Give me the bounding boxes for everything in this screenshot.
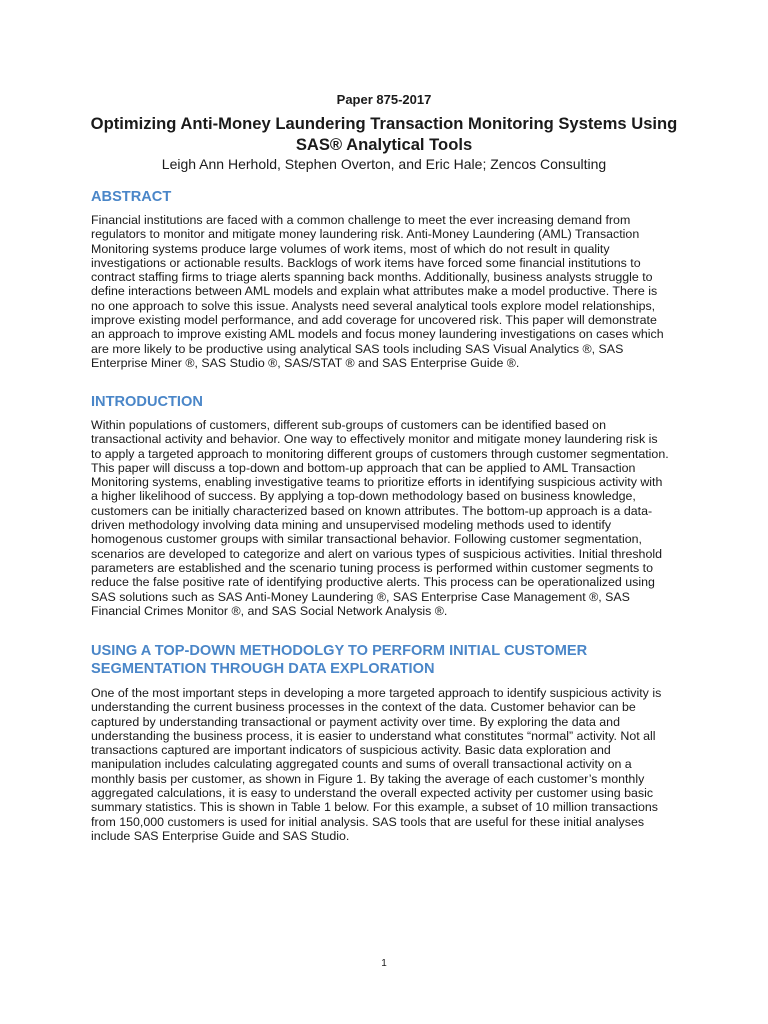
text-line: homogenous customer groups with similar transactional behavior. Following customer segmentation, bbox=[91, 532, 642, 547]
title-line: Optimizing Anti-Money Laundering Transaction Monitoring Systems Using bbox=[90, 114, 678, 133]
text-line: a higher likelihood of success. By applying a top-down methodology based on business knowledge, bbox=[91, 489, 636, 504]
text-line: investigations or actionable results. Backlogs of work items have forced some financial institutions to bbox=[91, 255, 641, 270]
text-line: driven methodology involving data mining and unsupervised modeling methods used to identify bbox=[91, 518, 612, 533]
text-line: are more likely to be productive using analytical SAS tools including SAS Visual Analytics ®, SAS bbox=[91, 341, 624, 356]
text-line: Financial Crimes Monitor ®, and SAS Social Network Analysis ®. bbox=[91, 603, 448, 618]
text-line: This paper will discuss a top-down and bottom-up approach that can be applied to AML Transaction bbox=[91, 460, 636, 475]
top-down-methodology-paragraph bbox=[91, 686, 691, 843]
text-line: define interactions between AML models and explain what attributes make a model productive. There is bbox=[91, 284, 658, 299]
heading-line: INTRODUCTION bbox=[91, 394, 203, 410]
section-heading-abstract bbox=[91, 188, 691, 206]
heading-line: USING A TOP-DOWN METHODOLGY TO PERFORM INITIAL CUSTOMER bbox=[91, 643, 588, 659]
text-line: no one approach to solve this issue. Analysts need several analytical tools explore model relationships, bbox=[91, 298, 656, 313]
text-line: customers can be initially characterized based on known attributes. The bottom-up approach is a data- bbox=[91, 503, 653, 518]
text-line: parameters are established and the scenario tuning process is performed within customer segments to bbox=[91, 560, 653, 575]
page-number: 1 bbox=[381, 958, 387, 969]
title-line: SAS® Analytical Tools bbox=[295, 134, 473, 154]
text-line: One of the most important steps in developing a more targeted approach to identify suspicious activity is bbox=[91, 686, 662, 700]
text-line: Monitoring systems produce large volumes of work items, most of which do not result in quality bbox=[91, 241, 610, 256]
section-heading-top-down-methodology bbox=[91, 642, 691, 678]
text-line: reduce the false positive rate of identifying productive alerts. This process can be operationalized using bbox=[91, 575, 655, 590]
text-line: Monitoring systems, enabling investigative teams to prioritize efforts in identifying suspicious activity with bbox=[91, 475, 663, 490]
text-line: regulators to monitor and mitigate money laundering risk. Anti-Money Laundering (AML) Transaction bbox=[91, 227, 640, 242]
paper-number: Paper 875-2017 bbox=[336, 92, 432, 107]
text-line: summary statistics. This is shown in Table 1 below. For this example, a subset of 10 million transactions bbox=[91, 800, 659, 815]
text-line: improve existing model performance, and add coverage for uncovered risk. This paper will demonstrate bbox=[91, 313, 657, 328]
introduction-paragraph bbox=[91, 418, 691, 618]
text-line: from 150,000 customers is used for initial analysis. SAS tools that are useful for these initial analyses bbox=[91, 814, 645, 829]
text-line: understanding the business process, it is easier to understand what constitutes “normal” activity. Not all bbox=[91, 728, 656, 743]
author-line: Leigh Ann Herhold, Stephen Overton, and Eric Hale; Zencos Consulting bbox=[161, 156, 607, 172]
section-heading-introduction bbox=[91, 393, 691, 411]
text-line: include SAS Enterprise Guide and SAS Studio. bbox=[91, 828, 350, 843]
text-line: Within populations of customers, different sub-groups of customers can be identified based on bbox=[91, 418, 606, 432]
text-line: transactional activity and behavior. One way to effectively monitor and mitigate money laundering risk is bbox=[91, 432, 658, 447]
text-line: understanding the current business processes in the context of the data. Customer behavior can be bbox=[91, 700, 636, 715]
abstract-paragraph bbox=[91, 213, 691, 370]
text-line: an approach to improve existing AML models and focus money laundering investigations on cases which bbox=[91, 327, 664, 342]
text-line: scenarios are developed to categorize and alert on various types of suspicious activities. Initial threshold bbox=[91, 546, 662, 561]
text-line: transactions captured are important indicators of suspicious activity. Basic data exploration and bbox=[91, 743, 611, 758]
text-line: monthly basis per customer, as shown in Figure 1. By taking the average of each customer’s monthly bbox=[91, 771, 645, 786]
heading-line: ABSTRACT bbox=[91, 189, 172, 205]
text-line: Enterprise Miner ®, SAS Studio ®, SAS/STAT ® and SAS Enterprise Guide ®. bbox=[91, 355, 520, 370]
text-line: contract staffing firms to triage alerts spanning back months. Additionally, business analysts struggle to bbox=[91, 270, 653, 285]
text-line: SAS solutions such as SAS Anti-Money Laundering ®, SAS Enterprise Case Management ®, SAS bbox=[91, 589, 630, 604]
paper-title bbox=[74, 114, 694, 155]
text-line: to apply a targeted approach to monitoring different groups of customers through customer segmentation. bbox=[91, 446, 669, 461]
text-line: manipulation includes calculating aggregated counts and sums of overall transactional activity on a bbox=[91, 757, 632, 772]
text-line: Financial institutions are faced with a common challenge to meet the ever increasing demand from bbox=[91, 213, 631, 227]
text-line: captured by understanding transactional or payment activity over time. By exploring the data and bbox=[91, 714, 620, 729]
text-line: aggregated calculations, it is easy to understand the overall expected activity per customer using basic bbox=[91, 786, 654, 801]
heading-line: SEGMENTATION THROUGH DATA EXPLORATION bbox=[91, 661, 435, 677]
